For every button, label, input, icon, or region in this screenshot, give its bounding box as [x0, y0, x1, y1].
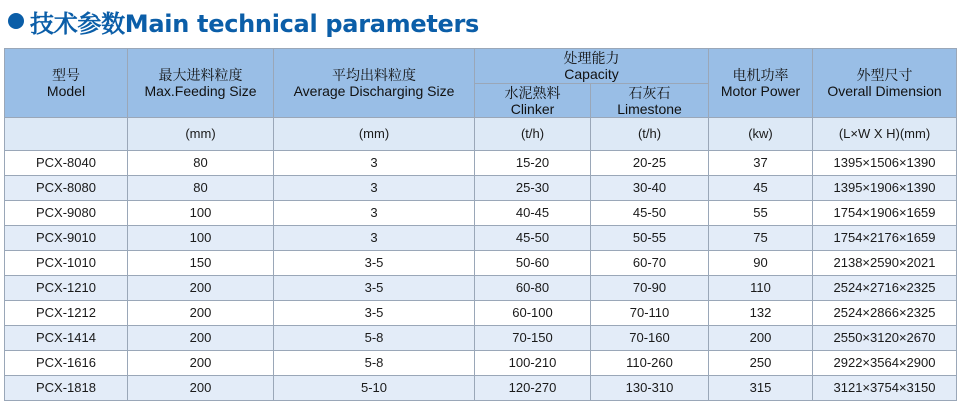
cell-dimension: 2922×3564×2900: [813, 351, 957, 376]
cell-clinker: 120-270: [475, 376, 591, 401]
cell-dimension: 3121×3754×3150: [813, 376, 957, 401]
cell-model: PCX-9010: [5, 226, 128, 251]
table-row: [5, 226, 957, 251]
header-discharging-size: 平均出料粒度 Average Discharging Size: [274, 49, 475, 118]
header-model: 型号 Model: [5, 49, 128, 118]
cell-feeding: 80: [128, 176, 274, 201]
units-feeding: (mm): [128, 118, 274, 151]
units-model: [5, 118, 128, 151]
cell-feeding: 200: [128, 351, 274, 376]
cell-clinker: 60-80: [475, 276, 591, 301]
cell-feeding: 80: [128, 151, 274, 176]
cell-dimension: 2524×2866×2325: [813, 301, 957, 326]
cell-limestone: 30-40: [591, 176, 709, 201]
page-title: [8, 2, 479, 40]
cell-clinker: 60-100: [475, 301, 591, 326]
cell-clinker: 45-50: [475, 226, 591, 251]
cell-dimension: 1395×1506×1390: [813, 151, 957, 176]
cell-feeding: 200: [128, 326, 274, 351]
table-row: [5, 176, 957, 201]
cell-feeding: 100: [128, 201, 274, 226]
cell-power: 250: [709, 351, 813, 376]
cell-model: PCX-1414: [5, 326, 128, 351]
cell-power: 75: [709, 226, 813, 251]
cell-dimension: 1754×2176×1659: [813, 226, 957, 251]
cell-discharging: 3-5: [274, 301, 475, 326]
cell-model: PCX-1616: [5, 351, 128, 376]
header-capacity: 处理能力 Capacity: [475, 49, 709, 84]
cell-model: PCX-8080: [5, 176, 128, 201]
cell-discharging: 3-5: [274, 276, 475, 301]
cell-clinker: 70-150: [475, 326, 591, 351]
table-row: [5, 151, 957, 176]
header-feeding-size: 最大进料粒度 Max.Feeding Size: [128, 49, 274, 118]
header-limestone: 石灰石 Limestone: [591, 84, 709, 118]
cell-limestone: 70-90: [591, 276, 709, 301]
units-power: (kw): [709, 118, 813, 151]
cell-limestone: 70-160: [591, 326, 709, 351]
cell-clinker: 25-30: [475, 176, 591, 201]
cell-discharging: 3-5: [274, 251, 475, 276]
cell-model: PCX-9080: [5, 201, 128, 226]
table-row: [5, 276, 957, 301]
cell-discharging: 3: [274, 226, 475, 251]
cell-dimension: 2550×3120×2670: [813, 326, 957, 351]
table-row: [5, 326, 957, 351]
table-row: [5, 201, 957, 226]
cell-limestone: 110-260: [591, 351, 709, 376]
cell-clinker: 15-20: [475, 151, 591, 176]
cell-dimension: 1395×1906×1390: [813, 176, 957, 201]
cell-power: 90: [709, 251, 813, 276]
cell-discharging: 5-8: [274, 326, 475, 351]
table-row: [5, 351, 957, 376]
cell-model: PCX-1212: [5, 301, 128, 326]
cell-clinker: 100-210: [475, 351, 591, 376]
cell-discharging: 3: [274, 201, 475, 226]
parameters-table: [4, 48, 957, 401]
cell-power: 37: [709, 151, 813, 176]
cell-model: PCX-8040: [5, 151, 128, 176]
units-discharging: (mm): [274, 118, 475, 151]
cell-feeding: 150: [128, 251, 274, 276]
cell-feeding: 200: [128, 301, 274, 326]
table-row: [5, 376, 957, 401]
cell-dimension: 2524×2716×2325: [813, 276, 957, 301]
cell-model: PCX-1010: [5, 251, 128, 276]
cell-power: 200: [709, 326, 813, 351]
units-clinker: (t/h): [475, 118, 591, 151]
units-dimension: (L×W X H)(mm): [813, 118, 957, 151]
cell-dimension: 2138×2590×2021: [813, 251, 957, 276]
table-row: [5, 251, 957, 276]
cell-discharging: 3: [274, 151, 475, 176]
cell-discharging: 3: [274, 176, 475, 201]
cell-power: 132: [709, 301, 813, 326]
units-limestone: (t/h): [591, 118, 709, 151]
cell-limestone: 60-70: [591, 251, 709, 276]
page-title-text: 技术参数Main technical parameters: [30, 9, 479, 38]
header-clinker: 水泥熟料 Clinker: [475, 84, 591, 118]
bullet-icon: [8, 13, 24, 29]
cell-power: 45: [709, 176, 813, 201]
cell-limestone: 45-50: [591, 201, 709, 226]
table-row: [5, 301, 957, 326]
header-motor-power: 电机功率 Motor Power: [709, 49, 813, 118]
cell-clinker: 40-45: [475, 201, 591, 226]
cell-model: PCX-1210: [5, 276, 128, 301]
cell-model: PCX-1818: [5, 376, 128, 401]
cell-limestone: 130-310: [591, 376, 709, 401]
cell-dimension: 1754×1906×1659: [813, 201, 957, 226]
cell-clinker: 50-60: [475, 251, 591, 276]
cell-limestone: 70-110: [591, 301, 709, 326]
cell-discharging: 5-10: [274, 376, 475, 401]
cell-power: 110: [709, 276, 813, 301]
cell-feeding: 200: [128, 276, 274, 301]
header-overall-dimension: 外型尺寸 Overall Dimension: [813, 49, 957, 118]
cell-limestone: 50-55: [591, 226, 709, 251]
cell-feeding: 200: [128, 376, 274, 401]
cell-power: 315: [709, 376, 813, 401]
cell-power: 55: [709, 201, 813, 226]
cell-feeding: 100: [128, 226, 274, 251]
cell-limestone: 20-25: [591, 151, 709, 176]
cell-discharging: 5-8: [274, 351, 475, 376]
